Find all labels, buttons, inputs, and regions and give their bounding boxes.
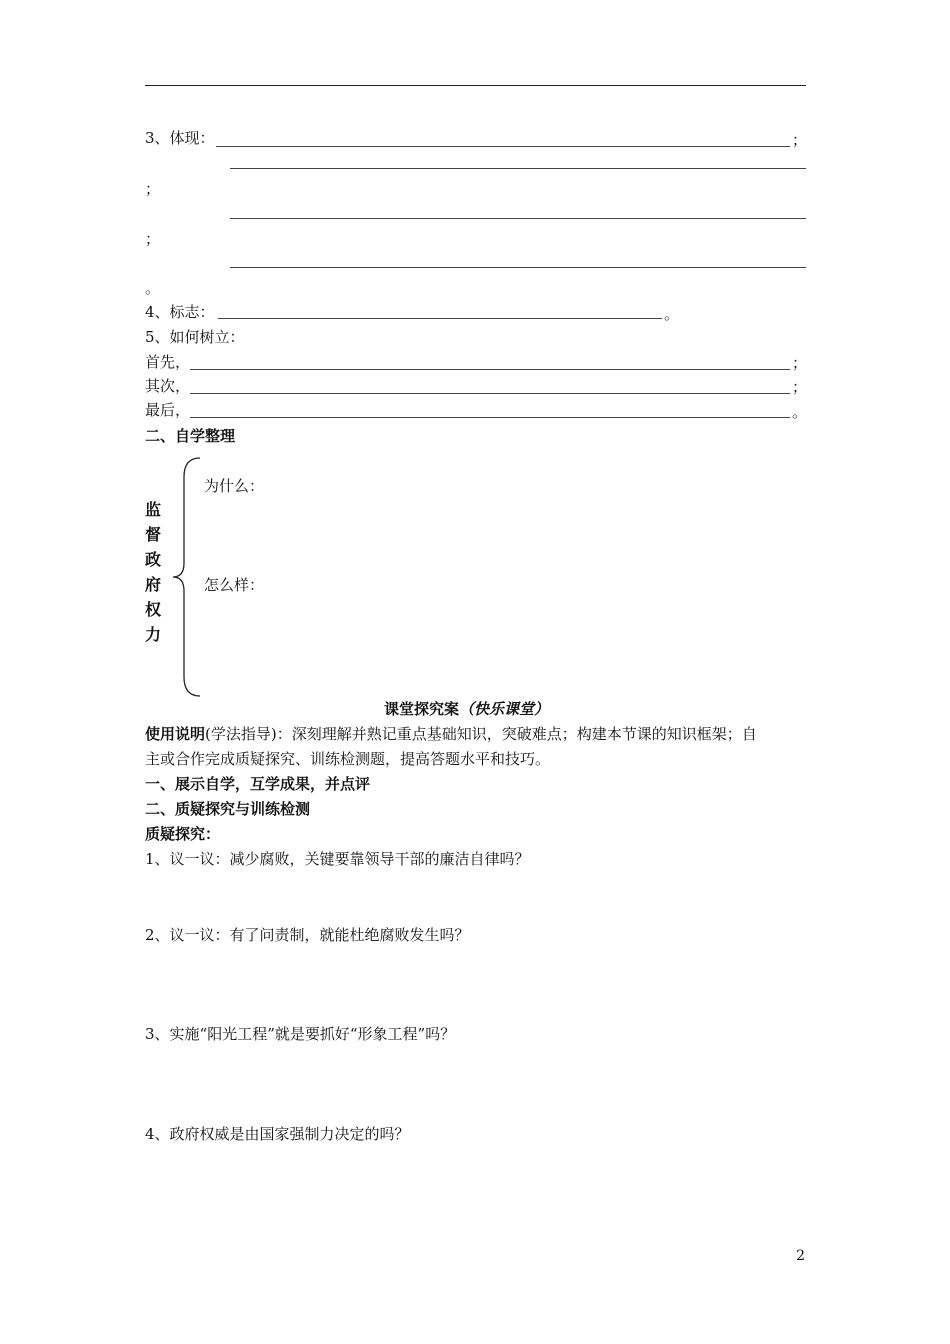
usage-line-2: 主或合作完成质疑探究、训练检测题，提高答题水平和技巧。: [145, 750, 551, 768]
topic-char-5: 权: [144, 600, 161, 619]
item3-end-2: ；: [145, 180, 161, 198]
first-label: 首先，: [145, 353, 191, 371]
topic-char-4: 府: [144, 575, 161, 594]
usage-bold: 使用说明: [145, 725, 206, 743]
first-end: ；: [792, 354, 808, 372]
how-label: 怎么样：: [204, 576, 265, 594]
page-number: 2: [796, 1248, 805, 1264]
question-2: 2、议一议：有了问责制，就能杜绝腐败发生吗？: [145, 926, 470, 944]
question-3: 3、实施“阳光工程”就是要抓好“形象工程”吗？: [145, 1025, 456, 1043]
item3-blank-4[interactable]: [230, 267, 806, 268]
item3-blank-1[interactable]: [216, 146, 790, 147]
first-blank[interactable]: [190, 369, 790, 370]
inquiry-label: 质疑探究：: [145, 825, 221, 843]
item3-end-1: ；: [792, 131, 808, 149]
section-2-heading: 二、质疑探究与训练检测: [145, 800, 311, 818]
topic-char-2: 督: [144, 525, 161, 544]
second-end: ；: [792, 378, 808, 396]
item3-end-4: 。: [145, 279, 161, 297]
last-end: 。: [792, 403, 808, 421]
usage-line-1: [145, 724, 757, 744]
last-blank[interactable]: [190, 417, 790, 418]
last-label: 最后，: [145, 401, 191, 419]
topic-char-1: 监: [144, 500, 161, 519]
topic-char-6: 力: [144, 625, 161, 644]
why-label: 为什么：: [204, 477, 265, 495]
item4-blank[interactable]: [218, 318, 662, 319]
item3-blank-3[interactable]: [230, 218, 806, 219]
classroom-title-sub: （快乐课堂）: [459, 700, 550, 718]
section-1-heading: 一、展示自学，互学成果，并点评: [145, 775, 371, 793]
item3-label: 3、体现：: [145, 129, 215, 147]
self-study-heading: 二、自学整理: [145, 427, 236, 445]
item4-end: 。: [664, 305, 680, 323]
curly-brace: [170, 455, 206, 700]
classroom-title: [384, 699, 549, 719]
second-label: 其次，: [145, 377, 191, 395]
second-blank[interactable]: [190, 393, 790, 394]
item3-blank-2[interactable]: [230, 168, 806, 169]
topic-char-3: 政: [144, 550, 161, 569]
item4-label: 4、标志：: [145, 303, 215, 321]
question-4: 4、政府权威是由国家强制力决定的吗？: [145, 1125, 410, 1143]
usage-text-1: (学法指导)：深刻理解并熟记重点基础知识，突破难点；构建本节课的知识框架；自: [205, 725, 757, 743]
header-rule: [145, 85, 806, 86]
item5-label: 5、如何树立：: [145, 328, 245, 346]
classroom-title-main: 课堂探究案: [384, 700, 460, 718]
item3-end-3: ；: [145, 230, 161, 248]
question-1: 1、议一议：减少腐败，关键要靠领导干部的廉洁自律吗？: [145, 850, 530, 868]
